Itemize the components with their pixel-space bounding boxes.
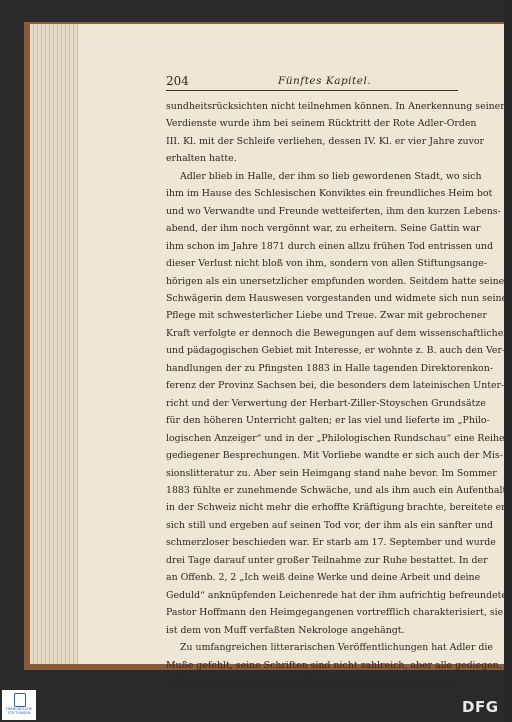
dfg-logo: DFG xyxy=(462,698,499,716)
text-line: Kraft verfolgte er dennoch die Bewegungen auf dem wissenschaftlichen xyxy=(166,327,510,339)
chapter-title: Fünftes Kapitel. xyxy=(278,75,372,87)
text-line: Zu umfangreichen litterarischen Veröffentlichungen hat Adler die xyxy=(180,642,493,654)
library-logo-caption: FRANCKESCHE STIFTUNGEN xyxy=(5,707,33,716)
text-line: richt und der Verwertung der Herbart-Ziller-Stoyschen Grundsätze xyxy=(166,397,486,409)
text-line: Pastor Hoffmann den Heimgegangenen vortrefflich charakterisiert, sie xyxy=(166,607,504,619)
text-line: für den höheren Unterricht galten; er las viel und lieferte im „Philo- xyxy=(166,415,490,427)
text-line: handlungen der zu Pfingsten 1883 in Halle tagenden Direktorenkon- xyxy=(166,362,493,374)
text-line: Pflege mit schwesterlicher Liebe und Treue. Zwar mit gebrochener xyxy=(166,310,487,322)
text-line: sich still und ergeben auf seinen Tod vor, der ihm als ein sanfter und xyxy=(166,519,493,531)
library-logo xyxy=(2,690,36,720)
text-line: Schwägerin dem Hauswesen vorgestanden und widmete sich nun seiner xyxy=(166,292,512,304)
text-line: sionslitteratur zu. Aber sein Heimgang stand nahe bevor. Im Sommer xyxy=(166,467,497,479)
text-line: sundheitsrücksichten nicht teilnehmen können. In Anerkennung seiner xyxy=(166,101,505,112)
text-line: in der Schweiz nicht mehr die erhoffte Kräftigung brachte, bereitete er xyxy=(166,502,506,514)
body-text xyxy=(166,98,512,691)
text-line: 1883 fühlte er zunehmende Schwäche, und als ihm auch ein Aufenthalt xyxy=(166,484,507,496)
text-line: Adler blieb in Halle, der ihm so lieb gewordenen Stadt, wo sich xyxy=(180,170,482,182)
text-line: und pädagogischen Gebiet mit Interesse, er wohnte z. B. auch den Ver- xyxy=(166,345,506,357)
text-line: an Offenb. 2, 2 „Ich weiß deine Werke und deine Arbeit und deine xyxy=(166,572,481,584)
text-line: und wo Verwandte und Freunde wetteiferten, ihm den kurzen Lebens- xyxy=(166,205,501,217)
text-line: In Neustettin schrieb er das Programm Adversarien zur latei- xyxy=(166,676,460,688)
text-line: ihm schon im Jahre 1871 durch einen allzu frühen Tod entrissen und xyxy=(166,240,494,252)
text-line: dieser Verlust nicht bloß von ihm, sondern von allen Stiftungsange- xyxy=(166,258,488,270)
text-line: Verdienste wurde ihm bei seinem Rücktritt der Rote Adler-Orden xyxy=(166,118,477,130)
library-emblem-icon xyxy=(14,693,26,707)
text-line: erhalten hatte. xyxy=(166,153,237,165)
text-line: logischen Anzeiger“ und in der „Philologischen Rundschau“ eine Reihe xyxy=(166,432,505,444)
page-number: 204 xyxy=(166,74,189,88)
text-line: ist dem von Muff verfaßten Nekrologe angehängt. xyxy=(166,624,405,636)
text-line: abend, der ihm noch vergönnt war, zu erheitern. Seine Gattin war xyxy=(166,223,481,235)
text-line: Geduld“ anknüpfenden Leichenrede hat der ihm aufrichtig befreundete xyxy=(166,589,507,601)
text-line: schmerzloser beschieden war. Er starb am 17. September und wurde xyxy=(166,537,496,549)
running-head xyxy=(166,74,458,91)
page-edges xyxy=(30,24,82,664)
text-line: gediegener Besprechungen. Mit Vorliebe wandte er sich auch der Mis- xyxy=(166,450,503,462)
text-line: Muße gefehlt, seine Schriften sind nicht zahlreich, aber alle gediegen. xyxy=(166,659,502,671)
text-line: drei Tage darauf unter großer Teilnahme zur Ruhe bestattet. In der xyxy=(166,554,488,566)
text-line: hörigen als ein unersetzlicher empfunden worden. Seitdem hatte seine xyxy=(166,275,505,287)
text-line: ihm im Hause des Schlesischen Konviktes ein freundliches Heim bot xyxy=(166,188,493,200)
text-line: III. Kl. mit der Schleife verliehen, dessen IV. Kl. er vier Jahre zuvor xyxy=(166,135,484,147)
text-line: ferenz der Provinz Sachsen bei, die besonders dem lateinischen Unter- xyxy=(166,380,505,392)
